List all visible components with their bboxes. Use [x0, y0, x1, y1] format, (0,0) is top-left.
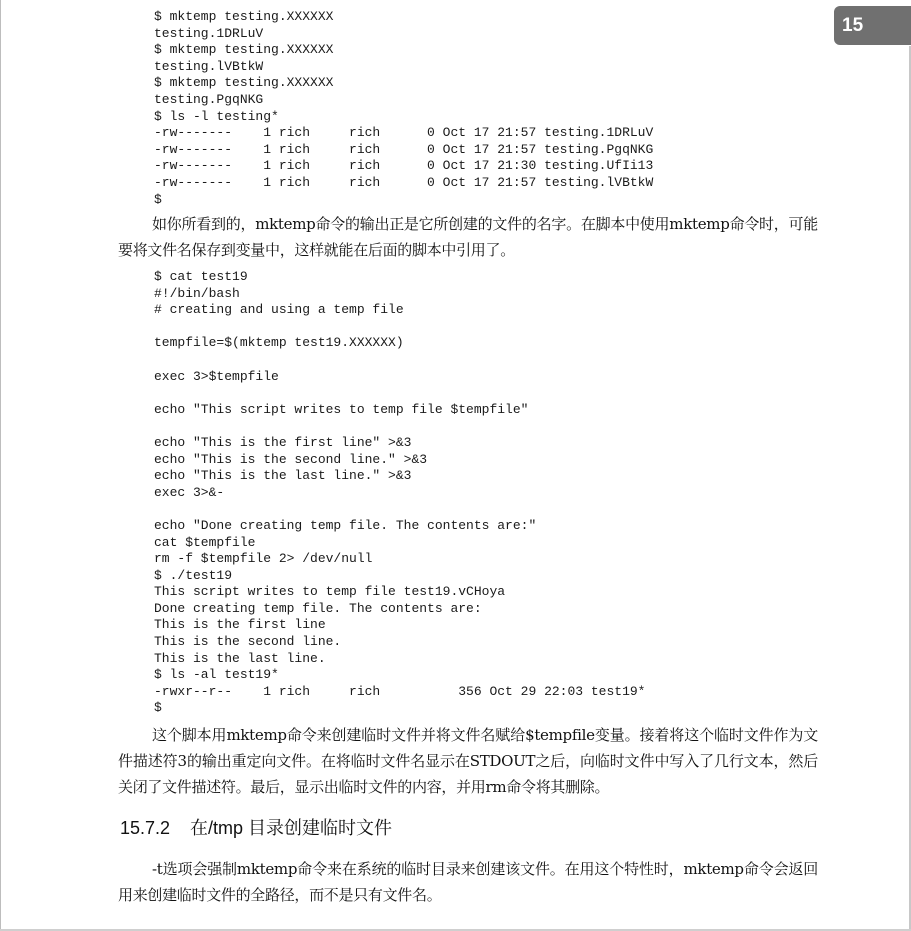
code-block-test19-script: $ cat test19 #!/bin/bash # creating and using a temp file tempfile=$(mktemp test19.XXXXXX) exec 3>$tempfile echo "This script writes to temp file $tempfile" echo "This is the first line" >&3 echo "This is the second line." >&3 echo "This is the last line." >&3 exec 3>&- echo "Done creating temp file. The contents are:" cat $tempfile rm -f $tempfile 2> /dev/null $ ./test19 This script writes to temp file test19.vCHoya Done creating temp file. The contents are: This is the first line This is the second line. This is the last line. $ ls -al test19* -rwxr--r-- 1 rich rich 356 Oct 29 22:03 test19* $: [154, 269, 646, 716]
section-title: 在/tmp 目录创建临时文件: [190, 818, 393, 838]
paragraph-script-explanation: 这个脚本用mktemp命令来创建临时文件并将文件名赋给$tempfile变量。接着将这个临时文件作为文件描述符3的输出重定向文件。在将临时文件名显示在STDOUT之后，向临时文件中写入了几行文本，然后关闭了文件描述符。最后，显示出临时文件的内容，并用rm命令将其删除。: [118, 726, 818, 796]
section-heading: [120, 814, 392, 840]
chapter-number-badge: 15: [834, 6, 911, 45]
page-left-border: [0, 0, 1, 931]
section-number: 15.7.2: [120, 818, 171, 838]
code-block-mktemp-listing: $ mktemp testing.XXXXXX testing.1DRLuV $ mktemp testing.XXXXXX testing.lVBtkW $ mktemp testing.XXXXXX testing.PgqNKG $ ls -l testing* -rw------- 1 rich rich 0 Oct 17 21:57 testing.1DRLuV -rw------- 1 rich rich 0 Oct 17 21:57 testing.PgqNKG -rw------- 1 rich rich 0 Oct 17 21:30 testing.UfIi13 -rw------- 1 rich rich 0 Oct 17 21:57 testing.lVBtkW $: [154, 9, 654, 207]
paragraph-mktemp-output: 如你所看到的，mktemp命令的输出正是它所创建的文件的名字。在脚本中使用mktemp命令时，可能要将文件名保存到变量中，这样就能在后面的脚本中引用了。: [118, 215, 818, 259]
paragraph-t-option: -t选项会强制mktemp命令来在系统的临时目录来创建该文件。在用这个特性时，mktemp命令会返回用来创建临时文件的全路径，而不是只有文件名。: [118, 860, 818, 904]
